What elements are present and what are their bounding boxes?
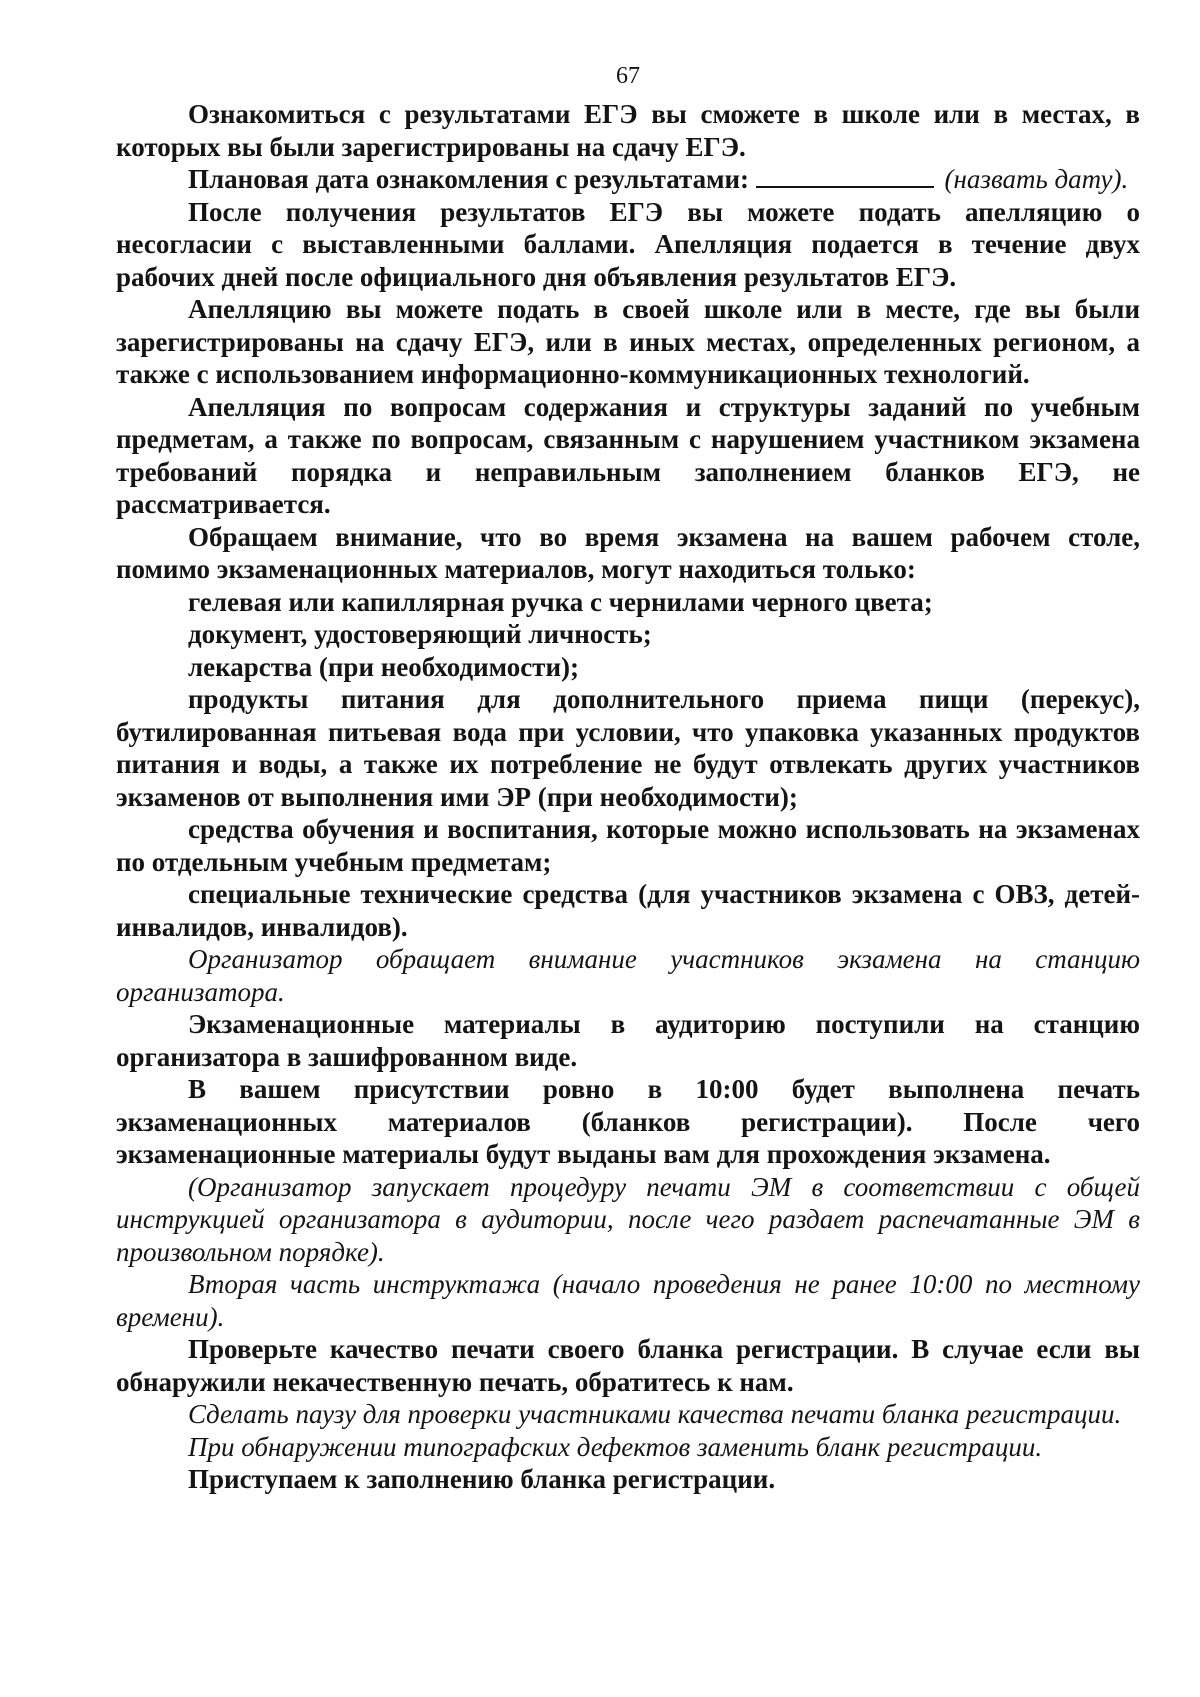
planned-date-note: (назвать дату). [937, 164, 1129, 194]
note-organizer-station: Организатор обращает внимание участников экзамена на станцию организатора. [116, 944, 1140, 1007]
paragraph-appeal-deadline: После получения результатов ЕГЭ вы можете подать апелляцию о несогласии с выставленными баллами. Апелляция подается в течение двух рабочих дней после официального дня объявления результатов ЕГЭ. [116, 196, 1140, 292]
list-item-pen: гелевая или капиллярная ручка с чернилами черного цвета; [188, 586, 933, 617]
list-item-food-water: продукты питания для дополнительного приема пищи (перекус), бутилированная питьевая вода при условии, что упаковка указанных продуктов питания и воды, а также их потребление не будут отвлекать других участников экзаменов от выполнения ими ЭР (при необходимости); [116, 684, 1140, 812]
page-number: 67 [616, 63, 640, 89]
list-item-medicine: лекарства (при необходимости); [188, 651, 579, 682]
planned-date-text: Плановая дата ознакомления с результатами: [188, 164, 756, 194]
paragraph-planned-date [116, 163, 1140, 196]
paragraph-desk-items-intro: Обращаем внимание, что во время экзамена на вашем рабочем столе, помимо экзаменационных материалов, могут находиться только: [116, 521, 1140, 584]
document-page [116, 62, 1140, 1496]
date-blank-line [756, 164, 934, 188]
list-item-id-document: документ, удостоверяющий личность; [188, 619, 652, 649]
list-item-study-aids: средства обучения и воспитания, которые можно использовать на экзаменах по отдельным учебным предметам; [116, 814, 1140, 877]
list-item-special-equipment: специальные технические средства (для участников экзамена с ОВЗ, детей-инвалидов, инвалидов). [116, 879, 1140, 942]
note-print-procedure: (Организатор запускает процедуру печати ЭМ в соответствии с общей инструкцией организатора в аудитории, после чего раздает распечатанные ЭМ в произвольном порядке). [116, 1171, 1140, 1267]
paragraph-start-filling: Приступаем к заполнению бланка регистрации. [188, 1464, 776, 1494]
note-pause-check: Сделать паузу для проверки участниками качества печати бланка регистрации. [188, 1399, 1122, 1429]
paragraph-appeal-not-considered: Апелляция по вопросам содержания и структуры заданий по учебным предметам, а также по вопросам, связанным с нарушением участником экзамена требований порядка и неправильным заполнением бланков ЕГЭ, не рассматривается. [116, 391, 1140, 519]
paragraph-results-location: Ознакомиться с результатами ЕГЭ вы сможете в школе или в местах, в которых вы были зарегистрированы на сдачу ЕГЭ. [116, 99, 1140, 162]
note-second-part: Вторая часть инструктажа (начало проведения не ранее 10:00 по местному времени). [116, 1269, 1140, 1332]
paragraph-printing-time: В вашем присутствии ровно в 10:00 будет выполнена печать экзаменационных материалов (бланков регистрации). После чего экзаменационные материалы будут выданы вам для прохождения экзамена. [116, 1074, 1140, 1169]
paragraph-encrypted-materials: Экзаменационные материалы в аудиторию поступили на станцию организатора в зашифрованном виде. [116, 1009, 1140, 1072]
paragraph-appeal-place: Апелляцию вы можете подать в своей школе или в месте, где вы были зарегистрированы на сдачу ЕГЭ, или в иных местах, определенных регионом, а также с использованием информационно-коммуникационных технологий. [116, 294, 1140, 389]
note-replace-form: При обнаружении типографских дефектов заменить бланк регистрации. [188, 1431, 1043, 1462]
paragraph-check-print-quality: Проверьте качество печати своего бланка регистрации. В случае если вы обнаружили некачественную печать, обратитесь к нам. [116, 1334, 1140, 1397]
